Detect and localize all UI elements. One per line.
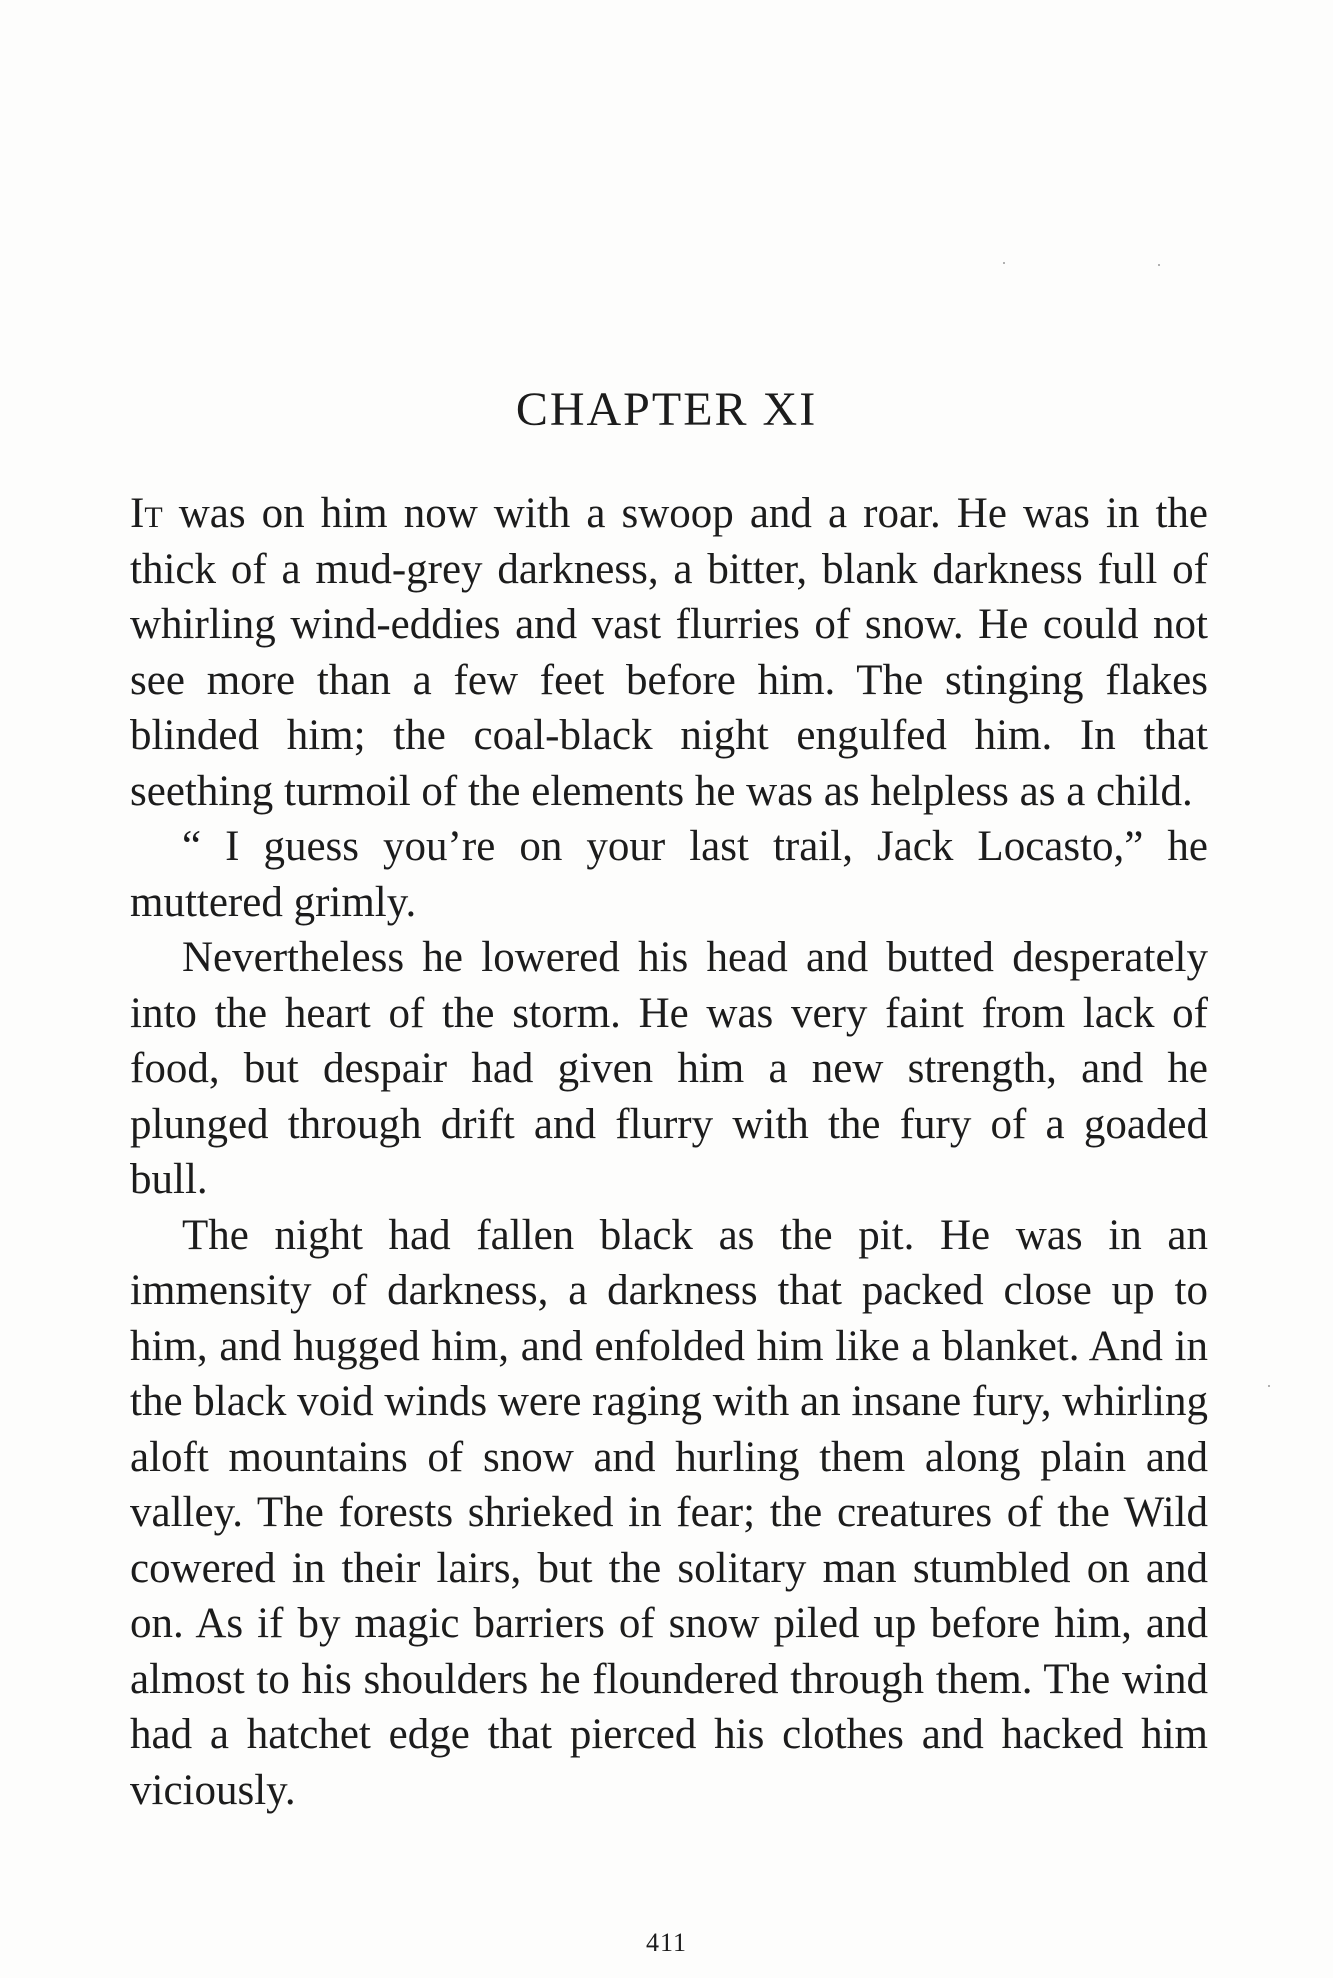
paragraph-1 bbox=[130, 486, 1208, 819]
page-number: 411 bbox=[645, 1928, 688, 1957]
chapter-heading: CHAPTER XI bbox=[515, 383, 818, 436]
paragraph-2: “ I guess you’re on your last trail, Jack Locasto,” he muttered grimly. bbox=[130, 823, 1208, 926]
paragraph-3: Nevertheless he lowered his head and butted desperately into the heart of the storm. He was very faint from lack of food, but despair had given him a new strength, and he plunged through drift and flurry with the fury of a goaded bull. bbox=[130, 934, 1208, 1203]
chapter-body bbox=[130, 486, 1208, 1818]
paper-speck bbox=[1003, 262, 1005, 264]
paper-speck bbox=[1158, 264, 1160, 266]
paragraph-lead-word: It bbox=[130, 490, 163, 537]
paper-speck bbox=[1268, 1385, 1270, 1387]
paragraph-4: The night had fallen black as the pit. He was in an immensity of darkness, a darkness that packed close up to him, and hugged him, and enfolded him like a blanket. And in the black void winds were raging with an insane fury, whirling aloft mountains of snow and hurling them along plain and valley. The forests shrieked in fear; the creatures of the Wild cowered in their lairs, but the solitary man stumbled on and on. As if by magic barriers of snow piled up before him, and almost to his shoulders he floundered through them. The wind had a hatchet edge that pierced his clothes and hacked him viciously. bbox=[130, 1211, 1208, 1814]
paragraph-1-text: was on him now with a swoop and a roar. He was in the thick of a mud-grey darkness, a bitter, blank darkness full of whirling wind-eddies and vast flurries of snow. He could not see more than a few feet before him. The stinging flakes blinded him; the coal-black night engulfed him. In that seething turmoil of the elements he was as helpless as a child. bbox=[130, 490, 1208, 815]
